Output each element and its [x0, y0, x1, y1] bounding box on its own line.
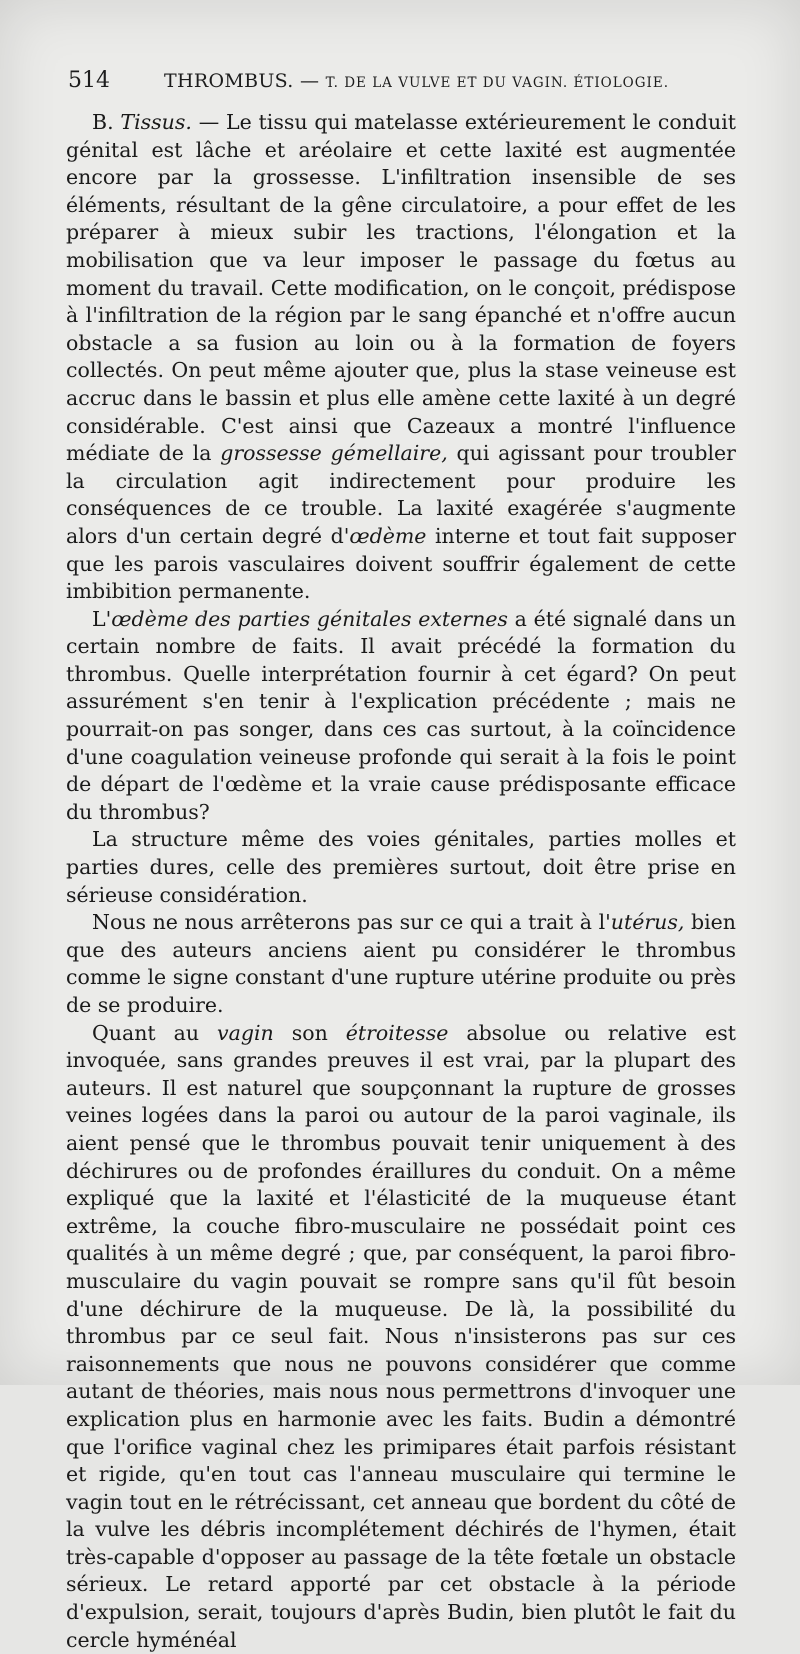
text-run: bien que des auteurs anciens aient pu considérer le thrombus comme le signe constant d'une rupture utérine produite ou près de se produire. — [66, 910, 737, 1017]
text-run: a été signalé dans un certain nombre de faits. Il avait précédé la formation du thrombus. Quelle interprétation fournir à cet égard? On peut assurément s'en tenir à l'explication précédente ; mais ne pourrait-on pas songer, dans ces cas surtout, à la coïncidence d'une coagulation veineuse profonde qui serait à la fois le point de départ de l'œdème et la vraie cause prédisposante efficace du thrombus? — [66, 606, 736, 824]
italic-term: vagin — [217, 1020, 274, 1045]
running-head-main: THROMBUS. — — [164, 70, 320, 92]
page-header — [68, 68, 736, 98]
text-run: Nous ne nous arrêterons pas sur ce qui a trait à l' — [92, 910, 611, 935]
section-label-tissus: Tissus. — [120, 110, 192, 134]
running-head — [164, 70, 669, 92]
italic-term: grossesse gémellaire, — [220, 441, 448, 466]
text-run: B. — [92, 110, 121, 134]
text-run: — Le tissu qui matelasse extérieurement le conduit génital est lâche et aréolaire et cette laxité est augmentée encore par la grossesse. L'infiltration insensible de ses éléments, résultant de la gêne circulatoire, a pour effet de les préparer à mieux subir les tractions, l'élongation et la mobilisation que va leur imposer le passage du fœtus au moment du travail. Cette modification, on le conçoit, prédispose à l'infiltration de la région par le sang épanché et n'offre aucun obstacle a sa fusion au loin ou à la formation de foyers collectés. On peut même ajouter que, plus la stase veineuse est accruc dans le bassin et plus elle amène cette laxité à un degré considérable. C'est ainsi que Cazeaux a montré l'influence médiate de la — [66, 110, 736, 466]
running-head-sub: T. DE LA VULVE ET DU VAGIN. ÉTIOLOGIE. — [325, 75, 670, 91]
italic-term: étroitesse — [345, 1020, 449, 1045]
page-body — [66, 109, 736, 1654]
paragraph-structure: La structure même des voies génitales, parties molles et parties dures, celle des premières surtout, doit être prise en sérieuse considération. — [66, 827, 736, 907]
text-run: Quant au — [92, 1020, 218, 1045]
paragraph-vagin — [66, 1020, 736, 1654]
text-run: interne et tout fait supposer que les parois vasculaires doivent souffrir également de cette imbibition permanente. — [66, 523, 736, 604]
paragraph-uterus — [66, 909, 736, 1019]
text-run: absolue ou relative est invoquée, sans grandes preuves il est vrai, par la plupart des auteurs. Il est naturel que soupçonnant la rupture de grosses veines logées dans la paroi ou autour de la paroi vaginale, ils aient pensé que le thrombus pouvait tenir uniquement à des déchirures ou de profondes éraillures du conduit. On a même expliqué que la laxité et l'élasticité de la muqueuse étant extrême, la couche fibro-musculaire ne possédait point ces qualités à un même degré ; que, par conséquent, la paroi fibro-musculaire du vagin pouvait se rompre sans qu'il fût besoin d'une déchirure de la muqueuse. De là, la possibilité du thrombus par ce seul fait. Nous n'insisterons pas sur ces raisonnements que nous ne pouvons considérer que comme autant de théories, mais nous nous permettrons d'invoquer une explication plus en harmonie avec les faits. Budin a démontré que l'orifice vaginal chez les primipares était parfois résistant et rigide, qu'en tout cas l'anneau musculaire qui termine le vagin tout en le rétrécissant, cet anneau que bordent du côté de la vulve les débris incomplétement déchirés de l'hymen, était très-capable d'opposer au passage de la tête fœtale un obstacle sérieux. Le retard apporté par cet obstacle à la période d'expulsion, serait, toujours d'après Budin, bien plutôt le fait du cercle hyménéal — [66, 1020, 736, 1652]
italic-term: utérus, — [610, 910, 685, 935]
italic-term: œdème des parties génitales externes — [111, 606, 508, 631]
text-run: L' — [92, 606, 112, 631]
text-run: qui agissant pour troubler la circulation agit indirectement pour produire les conséquences de ce trouble. La laxité exagérée s'augmente alors d'un certain degré d' — [66, 441, 736, 548]
paragraph-tissus — [66, 109, 736, 606]
text-run: son — [273, 1020, 346, 1045]
paragraph-oedeme — [66, 606, 736, 827]
page-number: 514 — [68, 68, 110, 93]
italic-term: œdème — [349, 523, 427, 548]
